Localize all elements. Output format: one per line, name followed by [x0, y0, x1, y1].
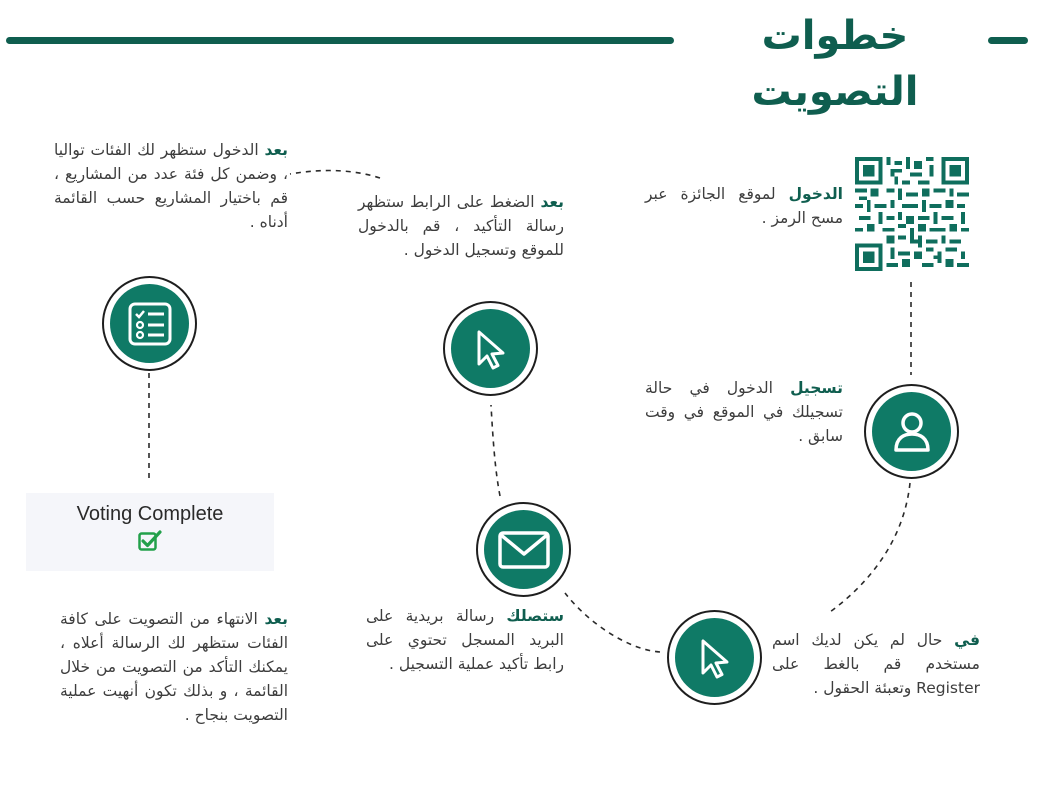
connector-login-register — [830, 483, 910, 612]
step-keyword: تسجيل — [790, 379, 843, 397]
cursor-icon — [690, 633, 740, 683]
step-description: حال لم يكن لديك اسم مستخدم قم بالغط على Register وتعبئة الحقول . — [772, 631, 980, 697]
step-description: لموقع الجائزة عبر مسح الرمز . — [645, 185, 843, 227]
voting-complete-box — [26, 493, 274, 571]
qr-code-icon — [855, 157, 969, 271]
check-box-icon — [138, 530, 162, 556]
step-keyword: ستصلك — [506, 607, 564, 625]
step-text-confirm — [358, 190, 564, 262]
step-text-qr — [645, 182, 843, 230]
login-step-circle — [864, 384, 959, 479]
step-text-email — [366, 604, 564, 676]
step-keyword: الدخول — [788, 185, 843, 203]
step-keyword: بعد — [264, 610, 288, 628]
step-text-login — [645, 376, 843, 448]
connector-confirm-categories — [290, 171, 380, 178]
step-keyword: بعد — [540, 193, 564, 211]
step-description: الدخول في حالة تسجيلك في الموقع في وقت سابق . — [645, 379, 843, 445]
step-text-finish — [60, 607, 288, 727]
email-step-circle — [476, 502, 571, 597]
checklist-icon — [126, 300, 174, 348]
categories-step-circle — [102, 276, 197, 371]
register-step-circle — [667, 610, 762, 705]
confirm-step-circle — [443, 301, 538, 396]
envelope-icon — [497, 530, 551, 570]
step-description: الدخول ستظهر لك الفئات تواليا ، وضمن كل فئة عدد من المشاريع ، قم باختيار المشاريع حسب القائمة أدناه . — [54, 141, 288, 231]
step-text-categories — [54, 138, 288, 234]
connector-register-email — [565, 593, 660, 652]
step-description: رسالة بريدية على البريد المسجل تحتوي على رابط تأكيد عملية التسجيل . — [366, 607, 564, 673]
step-text-register — [772, 628, 980, 700]
voting-complete-label: Voting Complete — [76, 503, 224, 525]
step-keyword: في — [954, 631, 980, 649]
step-description: الانتهاء من التصويت على كافة الفئات ستظهر لك الرسالة أعلاه ، يمكنك التأكد من التصويت من خلال القائمة ، و بذلك تكون أنهيت عملية التصويت بنجاح . — [60, 610, 288, 724]
connector-email-confirm — [491, 405, 500, 496]
user-icon — [888, 408, 936, 456]
page-title: خطوات التصويت — [751, 13, 919, 115]
step-keyword: بعد — [264, 141, 288, 159]
cursor-icon — [466, 324, 516, 374]
step-description: الضغط على الرابط ستظهر رسالة التأكيد ، قم بالدخول للموقع وتسجيل الدخول . — [358, 193, 564, 259]
